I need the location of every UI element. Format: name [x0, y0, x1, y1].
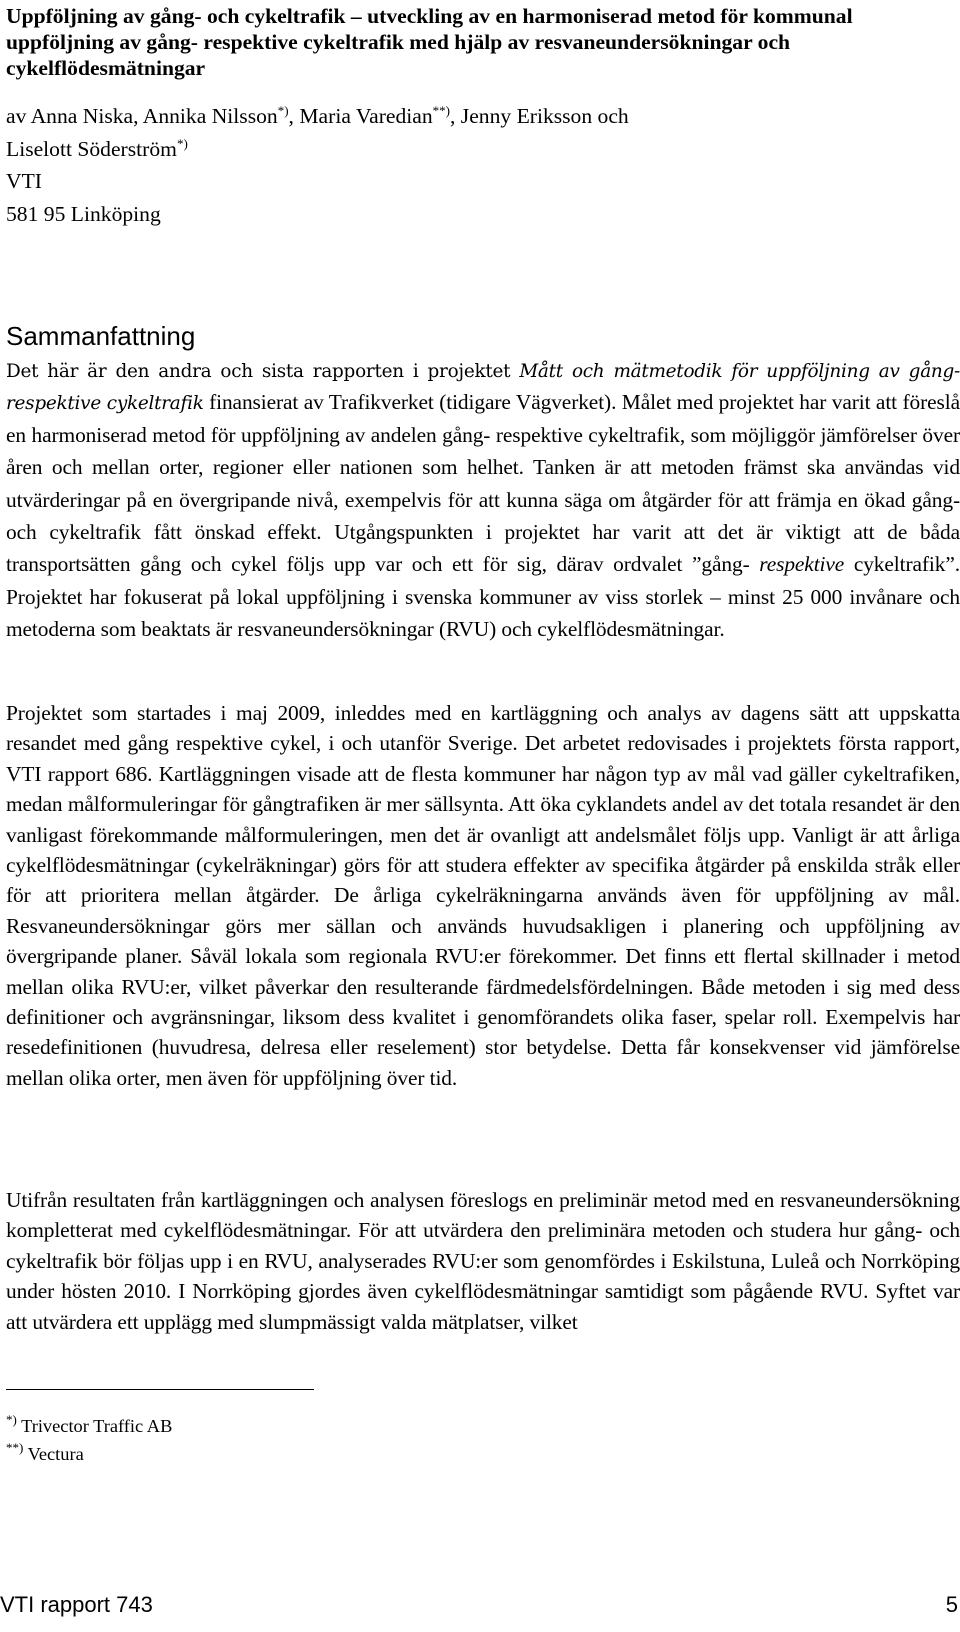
footnote-text: Vectura [23, 1444, 84, 1464]
paragraph-text-b: cykeltrafik”. Projektet har fokuserat på lokal uppföljning i svenska kommuner av viss storlek – minst 25 000 invånare och metoderna som beaktats är resvaneundersökningar (RVU) och cykelflödesmätningar. [6, 552, 960, 642]
author-list-middle: , Maria Varedian [288, 104, 433, 128]
footnote [6, 1440, 172, 1468]
project-title: Mått och mätmetodik för uppföljning av gång- respektive cykeltrafik [6, 361, 960, 415]
footnote-mark: **) [432, 103, 450, 118]
summary-paragraph-3: Utifrån resultaten från kartläggningen och analysen föreslogs en preliminär metod med en resvaneundersökning kompletterat med cykelflödesmätningar. För att utvärdera den preliminära metoden och studera hur gång- och cykeltrafik bör följas upp i en RVU, analyserades RVU:er som genomfördes i Eskilstuna, Luleå och Norrköping under hösten 2010. I Norrköping gjordes även cykelflödesmätningar samtidigt som pågående RVU. Syftet var att utvärdera ett upplägg med slumpmässigt valda mätplatser, vilket [6, 1188, 960, 1334]
page-footer [0, 1590, 960, 1626]
footnote-mark: **) [6, 1440, 24, 1455]
author-address: 581 95 Linköping [6, 201, 161, 226]
document-title: Uppföljning av gång- och cykeltrafik – utveckling av en harmoniserad metod för kommunal uppföljning av gång- respektive cykeltrafik med hjälp av resvaneundersökningar och cykelflödesmätningar [6, 4, 853, 80]
page-number: 5 [945, 1592, 958, 1617]
author-organization: VTI [6, 169, 42, 193]
summary-paragraph-2: Projektet som startades i maj 2009, inleddes med en kartläggning och analys av dagens sätt att uppskatta resandet med gång respektive cykel, i och utanför Sverige. Det arbetet redovisades i projektets första rapport, VTI rapport 686. Kartläggningen visade att de flesta kommuner har någon typ av mål vad gäller cykeltrafiken, medan målformuleringar för gångtrafiken är mer sällsynta. Att öka cyklandets andel av det totala resandet är den vanligast förekommande målformuleringen, men det är ovanligt att andelsmålet följs upp. Vanligt är att årliga cykelflödesmätningar (cykelräkningar) görs för att studera effekter av specifika åtgärder på enskilda stråk eller för att prioritera mellan åtgärder. De årliga cykelräkningarna används även för uppföljning av mål. Resvaneundersökningar görs mer sällan och används huvudsakligen i planering och uppföljning av övergripande planer. Såväl lokala som regionala RVU:er förekommer. Det finns ett flertal skillnader i metod mellan olika RVU:er, vilket påverkar den resulterande färdmedelsfördelningen. Både metoden i sig med dess definitioner och avgränsningar, liksom dess kvalitet i genomförandets olika faser, spelar roll. Exempelvis har resedefinitionen (huvudresa, delresa eller reselement) stor betydelse. Detta får konsekvenser vid jämförelse mellan olika orter, men även för uppföljning över tid. [6, 701, 960, 1090]
footnote-text: Trivector Traffic AB [16, 1416, 173, 1436]
summary-paragraph-1 [6, 357, 960, 647]
author-line-2 [6, 133, 946, 166]
footnote-mark: *) [176, 135, 188, 151]
footnote-mark: *) [277, 103, 289, 118]
footnotes [6, 1412, 172, 1468]
author-list-end: , Jenny Eriksson och [450, 104, 629, 128]
report-number: VTI rapport 743 [0, 1592, 153, 1617]
paragraph-text-a: finansierat av Trafikverket (tidigare Vägverket). Målet med projektet har varit att föreslå en harmoniserad metod för uppföljning av andelen gång- respektive cykeltrafik, som möjliggör jämförelser över åren och mellan orter, regioner eller nationen som helhet. Tanken är att metoden främst ska användas vid utvärderingar på en övergripande nivå, exempelvis för att kunna säga om åtgärder för att främja en ökad gång- och cykeltrafik fått önskad effekt. Utgångspunkten i projektet har varit att det är viktigt att de båda transportsätten gång och cykel följs upp var och ett för sig, därav ordvalet ”gång- [6, 390, 960, 577]
paragraph-lead: Det här är den andra och sista rapporten i projektet [6, 361, 520, 382]
paragraph-text [6, 390, 960, 641]
footnote-divider [6, 1389, 314, 1390]
section-heading: Sammanfattning [6, 321, 196, 351]
footnote-mark: *) [6, 1412, 17, 1427]
author-list-start: av Anna Niska, Annika Nilsson [6, 104, 278, 128]
emphasized-word: respektive [759, 552, 845, 577]
author-line-1 [6, 100, 946, 133]
footnote [6, 1412, 172, 1440]
author-name: Liselott Söderström [6, 136, 177, 161]
author-block [6, 100, 946, 230]
